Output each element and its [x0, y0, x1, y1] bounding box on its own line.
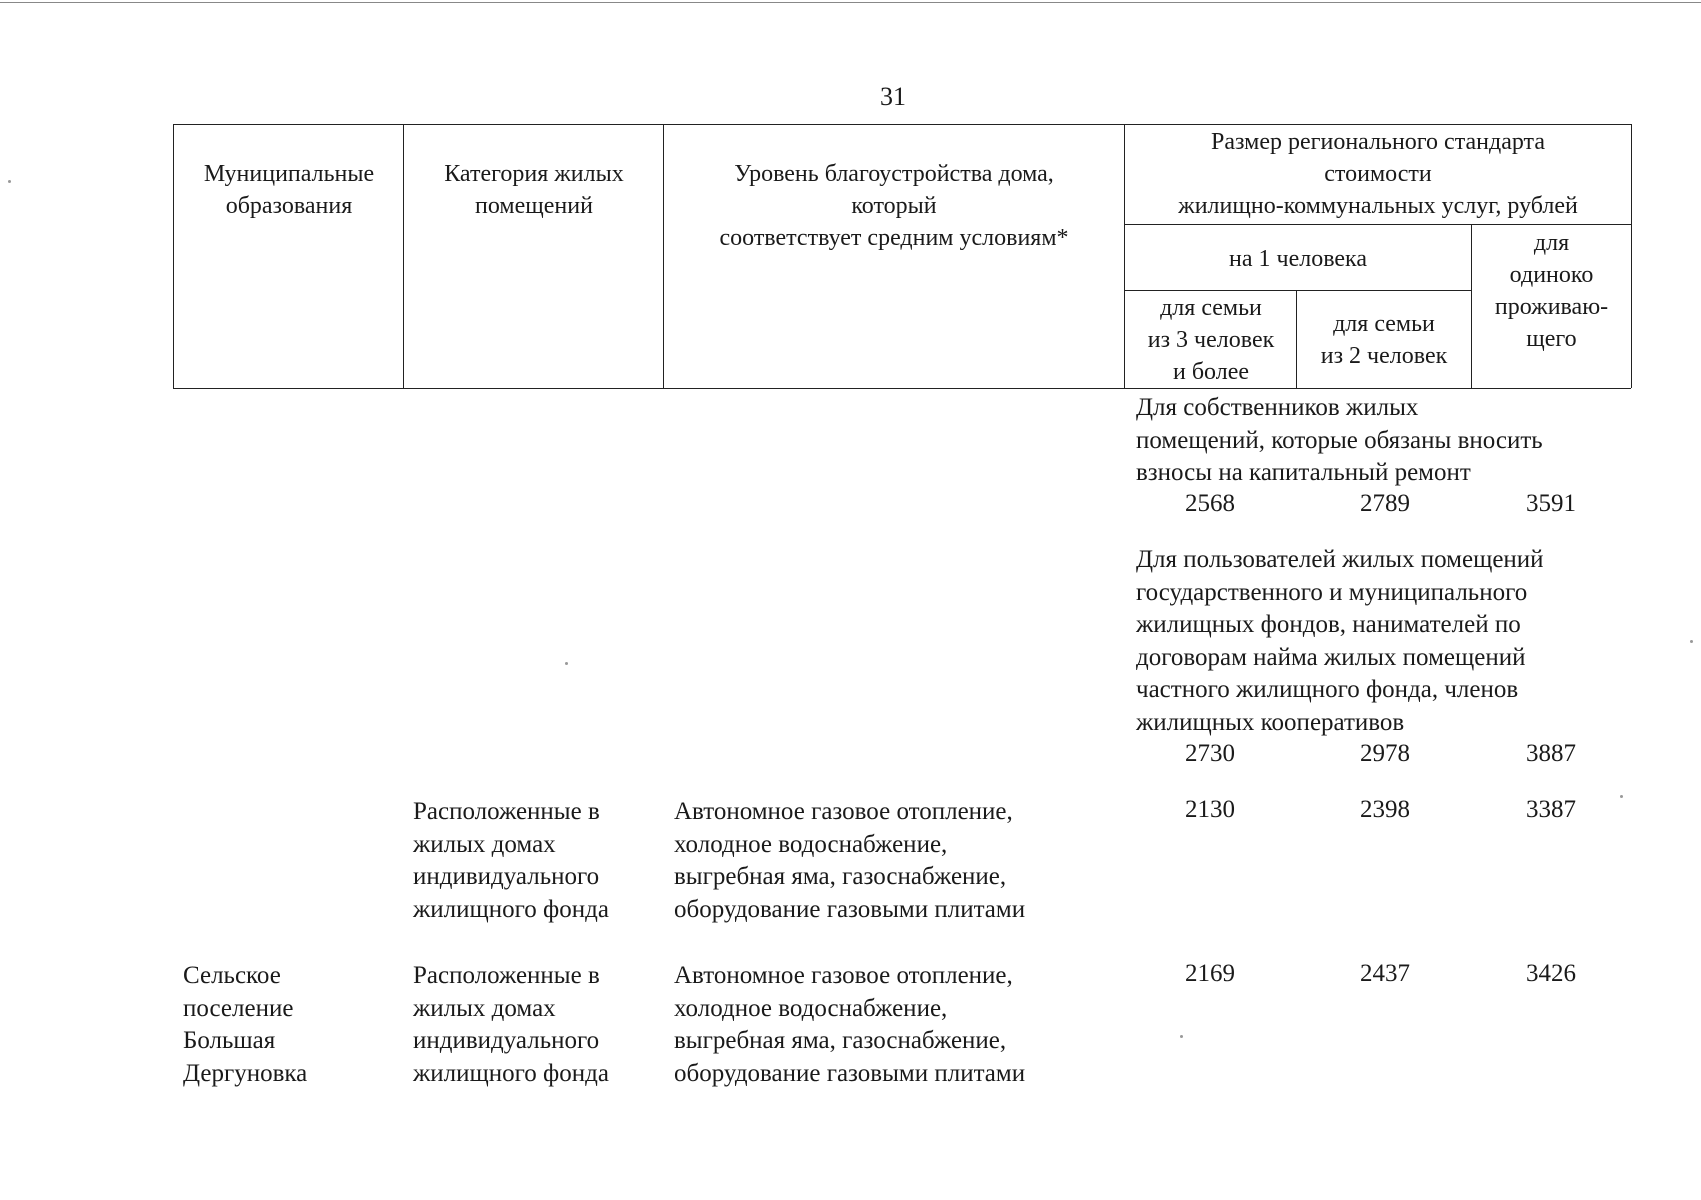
cell-line: Сельское: [183, 962, 281, 989]
scan-speck: [565, 662, 568, 665]
header-level: [668, 158, 1120, 254]
cell-line: индивидуального: [413, 1027, 600, 1054]
page-number: 31: [880, 82, 906, 111]
users-value-single: 3887: [1526, 740, 1576, 767]
cell-line: жилых домах: [413, 830, 556, 858]
cell-line: жилых домах: [413, 994, 556, 1022]
scan-speck: [8, 180, 11, 183]
scan-speck: [1620, 795, 1623, 798]
header-text: Размер регионального стандарта: [1211, 129, 1545, 155]
users-value-family3: 2730: [1185, 740, 1235, 767]
cell-line: жилищного фонда: [413, 895, 609, 923]
header-text: жилищно-коммунальных услуг, рублей: [1178, 193, 1578, 219]
cell-line: Автономное газовое отопление,: [674, 962, 1013, 989]
header-size: [1128, 126, 1628, 222]
note-line: жилищных фондов, нанимателей по: [1136, 611, 1521, 638]
header-text: который: [851, 193, 937, 219]
header-divider: [663, 124, 664, 388]
header-top-border: [173, 124, 1631, 125]
cell-line: Расположенные в: [413, 798, 600, 825]
cell-line: поселение: [183, 994, 294, 1022]
note-line: Для собственников жилых: [1136, 394, 1419, 421]
note-line: частного жилищного фонда, членов: [1136, 676, 1519, 703]
header-text: Категория жилых: [444, 161, 624, 187]
header-text: стоимости: [1324, 161, 1432, 187]
row-level: [674, 796, 1025, 926]
cell-line: Большая: [183, 1027, 276, 1054]
cell-line: Расположенные в: [413, 962, 600, 989]
header-per-person: на 1 человека: [1229, 246, 1367, 272]
cell-line: выгребная яма, газоснабжение,: [674, 1027, 1007, 1054]
row-value-family2: 2437: [1360, 960, 1410, 987]
note-line: взносы на капитальный ремонт: [1136, 459, 1471, 486]
header-category: [408, 158, 660, 222]
header-text: проживаю-: [1494, 294, 1609, 320]
header-divider: [403, 124, 404, 388]
header-single: [1474, 227, 1629, 355]
header-divider: [1296, 290, 1297, 388]
header-text: для: [1533, 230, 1570, 256]
note-line: Для пользователей жилых помещений: [1136, 546, 1544, 573]
header-text: соответствует средним условиям*: [719, 225, 1069, 251]
header-text: одиноко: [1509, 262, 1594, 288]
header-text: щего: [1526, 326, 1577, 352]
row-category: [413, 960, 609, 1090]
header-family3: [1127, 292, 1295, 388]
header-text: для семьи: [1333, 311, 1435, 337]
row-level: [674, 960, 1025, 1090]
row-category: [413, 796, 609, 926]
header-text: и более: [1172, 359, 1250, 385]
cell-line: оборудование газовыми плитами: [674, 1059, 1026, 1087]
row-value-family3: 2169: [1185, 960, 1235, 987]
owners-value-family3: 2568: [1185, 490, 1235, 517]
header-text: из 2 человек: [1320, 343, 1448, 369]
cell-line: выгребная яма, газоснабжение,: [674, 863, 1007, 890]
cell-line: индивидуального: [413, 863, 600, 890]
scan-speck: [1690, 640, 1693, 643]
row-value-single: 3387: [1526, 796, 1576, 823]
row-value-single: 3426: [1526, 960, 1576, 987]
scan-speck: [1180, 1035, 1183, 1038]
users-note: [1136, 544, 1544, 739]
header-bottom-border: [173, 388, 1631, 389]
header-right-border: [1631, 124, 1632, 388]
owners-note: [1136, 392, 1543, 490]
note-line: жилищных кооперативов: [1136, 708, 1405, 736]
cell-line: оборудование газовыми плитами: [674, 895, 1026, 923]
header-text: помещений: [475, 193, 593, 219]
header-text: для семьи: [1160, 295, 1262, 321]
users-value-family2: 2978: [1360, 740, 1410, 767]
cell-line: холодное водоснабжение,: [674, 830, 948, 858]
row-value-family3: 2130: [1185, 796, 1235, 823]
cell-line: Дергуновка: [183, 1059, 308, 1087]
note-line: договорам найма жилых помещений: [1136, 643, 1526, 671]
header-divider: [1124, 124, 1125, 388]
row-value-family2: 2398: [1360, 796, 1410, 823]
header-municipal: [178, 158, 400, 222]
owners-value-family2: 2789: [1360, 490, 1410, 517]
owners-value-single: 3591: [1526, 490, 1576, 517]
header-text: из 3 человек: [1147, 327, 1275, 353]
header-family2: [1299, 308, 1469, 372]
cell-line: Автономное газовое отопление,: [674, 798, 1013, 825]
note-line: государственного и муниципального: [1136, 578, 1528, 606]
note-line: помещений, которые обязаны вносить: [1136, 426, 1543, 454]
header-text: Уровень благоустройства дома,: [734, 161, 1054, 187]
header-divider: [1124, 224, 1631, 225]
header-text: образования: [225, 193, 353, 219]
row-municipality: [183, 960, 307, 1090]
cell-line: холодное водоснабжение,: [674, 994, 948, 1022]
header-divider: [1471, 224, 1472, 388]
header-text: Муниципальные: [203, 161, 375, 187]
header-left-border: [173, 124, 174, 388]
cell-line: жилищного фонда: [413, 1059, 609, 1087]
header-divider: [1124, 290, 1471, 291]
scan-top-edge: [0, 2, 1701, 3]
